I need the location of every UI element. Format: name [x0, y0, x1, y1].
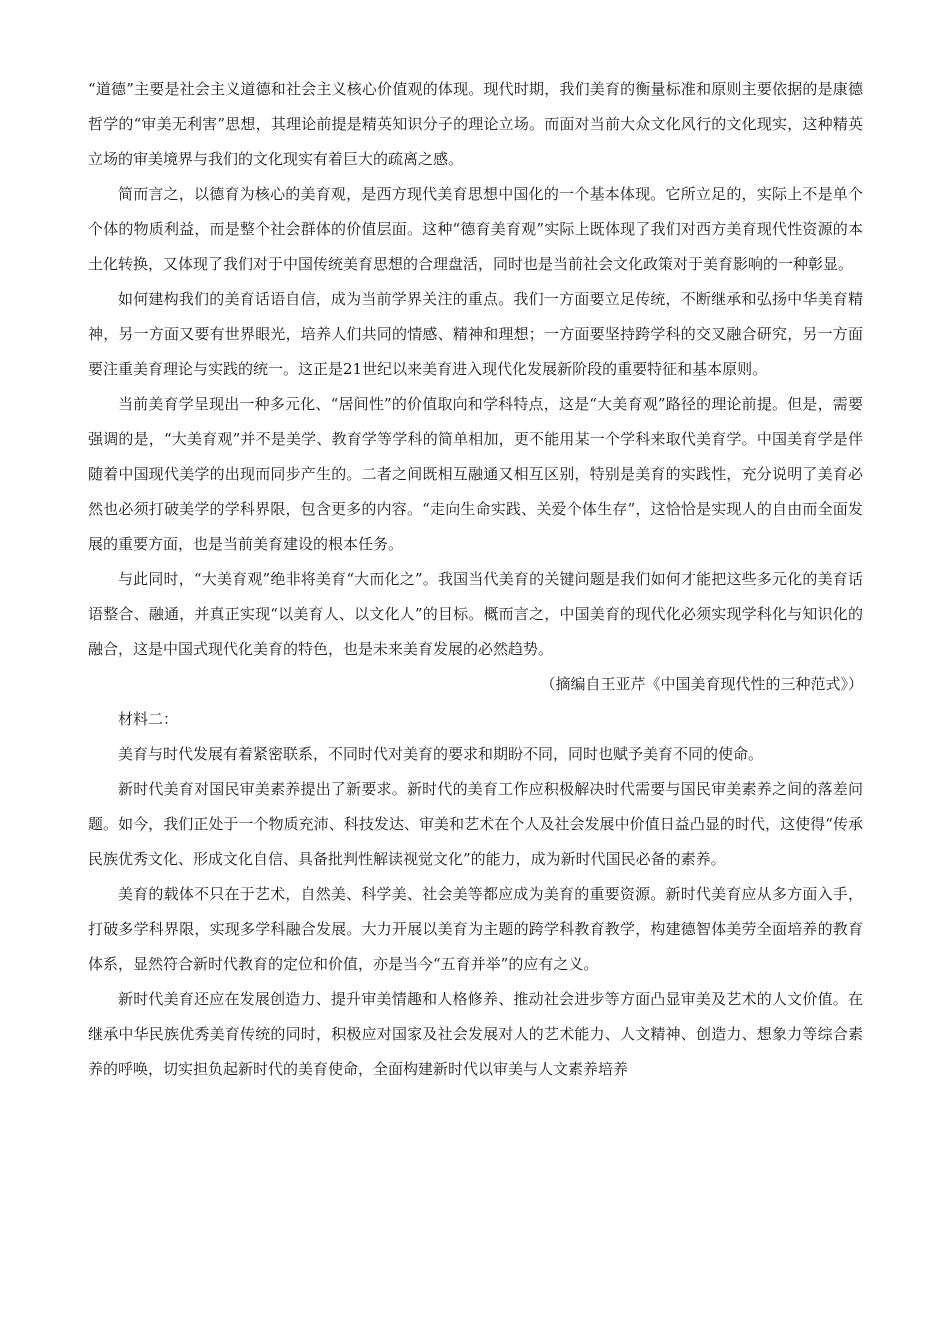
paragraph-5: 与此同时，“大美育观”绝非将美育“大而化之”。我国当代美育的关键问题是我们如何才能把这些多元化的美育话语整合、融通，并真正实现“以美育人、以文化人”的目标。概而言之，中国美育的现代化必须实现学科化与知识化的融合，这是中国式现代化美育的特色，也是未来美育发展的必然趋势。: [88, 570, 863, 658]
paragraph-7: 新时代美育对国民审美素养提出了新要求。新时代的美育工作应积极解决时代需要与国民审美素养之间的落差问题。如今，我们正处于一个物质充沛、科技发达、审美和艺术在个人及社会发展中价值日益凸显的时代，这使得“传承民族优秀文化、形成文化自信、具备批判性解读视觉文化”的能力，成为新时代国民必备的素养。: [88, 780, 863, 868]
paragraph-8: 美育的载体不只在于艺术，自然美、科学美、社会美等都应成为美育的重要资源。新时代美育应从多方面入手，打破多学科界限，实现多学科融合发展。大力开展以美育为主题的跨学科教育教学，构建德智体美劳全面培养的教育体系，显然符合新时代教育的定位和价值，亦是当今“五育并举”的应有之义。: [88, 885, 863, 973]
paragraph-9: 新时代美育还应在发展创造力、提升审美情趣和人格修养、推动社会进步等方面凸显审美及艺术的人文价值。在继承中华民族优秀美育传统的同时，积极应对国家及社会发展对人的艺术能力、人文精神、创造力、想象力等综合素养的呼唤，切实担负起新时代的美育使命，全面构建新时代以审美与人文素养培养: [88, 990, 863, 1078]
document-page: [88, 72, 863, 1087]
paragraph-1: “道德”主要是社会主义道德和社会主义核心价值观的体现。现代时期，我们美育的衡量标准和原则主要依据的是康德哲学的“审美无利害”思想，其理论前提是精英知识分子的理论立场。而面对当前大众文化风行的文化现实，这种精英立场的审美境界与我们的文化现实有着巨大的疏离之感。: [88, 80, 863, 168]
section-label: 材料二：: [118, 710, 179, 728]
paragraph-3: 如何建构我们的美育话语自信，成为当前学界关注的重点。我们一方面要立足传统，不断继承和弘扬中华美育精神，另一方面又要有世界眼光，培养人们共同的情感、精神和理想；一方面要坚持跨学科的交叉融合研究，另一方面要注重美育理论与实践的统一。这正是21世纪以来美育进入现代化发展新阶段的重要特征和基本原则。: [88, 290, 863, 378]
paragraph-6: 美育与时代发展有着紧密联系，不同时代对美育的要求和期盼不同，同时也赋予美育不同的使命。: [118, 745, 764, 763]
paragraph-2: 简而言之，以德育为核心的美育观，是西方现代美育思想中国化的一个基本体现。它所立足的，实际上不是单个个体的物质利益，而是整个社会群体的价值层面。这种“德育美育观”实际上既体现了我们对西方美育现代性资源的本土化转换，又体现了我们对于中国传统美育思想的合理盘活，同时也是当前社会文化政策对于美育影响的一种彰显。: [88, 185, 863, 273]
citation: （摘编自王亚芹《中国美育现代性的三种范式》）: [540, 675, 863, 693]
paragraph-4: 当前美育学呈现出一种多元化、“居间性”的价值取向和学科特点，这是“大美育观”路径的理论前提。但是，需要强调的是，“大美育观”并不是美学、教育学等学科的简单相加，更不能用某一个学科来取代美育学。中国美育学是伴随着中国现代美学的出现而同步产生的。二者之间既相互融通又相互区别，特别是美育的实践性，充分说明了美育必然也必须打破美学的学科界限，包含更多的内容。“走向生命实践、关爱个体生存”，这恰恰是实现人的自由而全面发展的重要方面，也是当前美育建设的根本任务。: [88, 395, 863, 553]
